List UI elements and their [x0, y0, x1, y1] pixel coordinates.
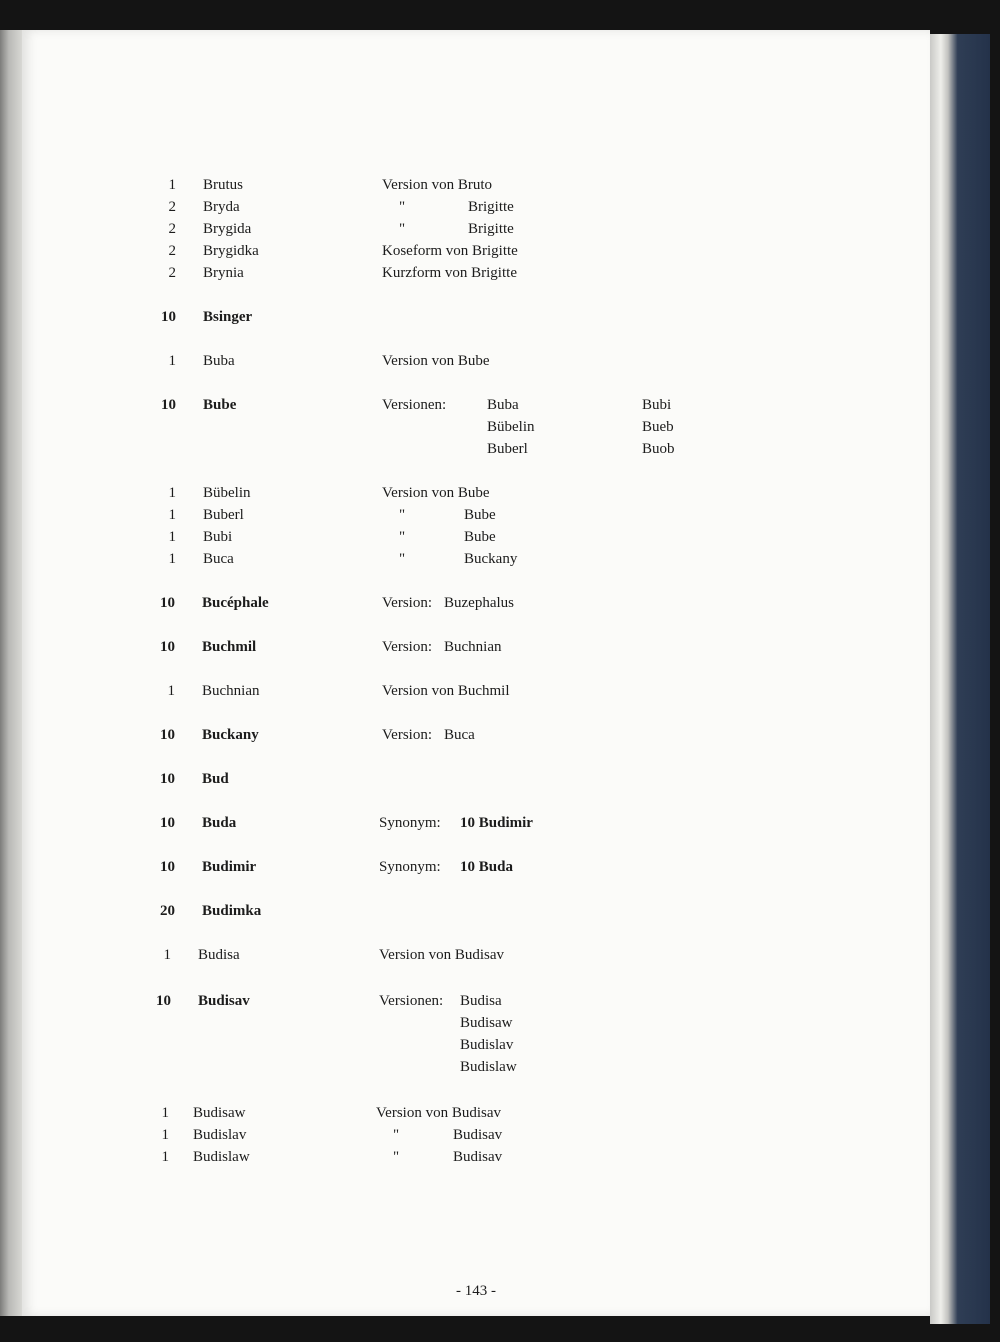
name-entry — [22, 483, 930, 505]
entry-name: Budislaw — [193, 1149, 250, 1165]
entry-note-value: Buckany — [464, 551, 518, 567]
name-entry — [22, 857, 930, 879]
entry-note-label: Version von Bube — [382, 485, 490, 501]
entry-count: 10 — [156, 993, 171, 1009]
entry-name: Brynia — [203, 265, 244, 281]
entry-count: 10 — [161, 397, 176, 413]
entry-note-value: 10 Budimir — [460, 815, 533, 831]
entry-name: Budisaw — [193, 1105, 246, 1121]
entry-count: 1 — [168, 529, 176, 545]
entry-note-label: Version von Bruto — [382, 177, 492, 193]
entry-count: 10 — [160, 727, 175, 743]
entry-note-value: Buberl — [487, 441, 528, 457]
entry-count: 2 — [168, 243, 176, 259]
entry-name: Buchmil — [202, 639, 257, 655]
entry-count: 10 — [160, 595, 175, 611]
name-entry — [22, 263, 930, 285]
entry-note-value: Buca — [444, 727, 475, 743]
entry-note-label: " — [399, 199, 406, 215]
entry-note-label: " — [399, 551, 406, 567]
entry-name: Budisa — [198, 947, 240, 963]
entry-count: 1 — [168, 485, 176, 501]
name-entry — [22, 637, 930, 659]
book-page — [22, 30, 930, 1316]
entry-count: 1 — [161, 1149, 169, 1165]
name-entry — [22, 439, 930, 461]
entry-name: Brygidka — [203, 243, 259, 259]
entry-count: 1 — [168, 353, 176, 369]
name-entry — [22, 351, 930, 373]
name-entry — [22, 197, 930, 219]
entry-count: 20 — [160, 903, 175, 919]
entry-count: 1 — [168, 177, 176, 193]
entry-count: 10 — [161, 309, 176, 325]
name-entry — [22, 1013, 930, 1035]
entry-note-value: Brigitte — [468, 221, 514, 237]
entry-note-label: " — [393, 1127, 400, 1143]
entry-note-label: " — [393, 1149, 400, 1165]
entry-count: 2 — [168, 199, 176, 215]
name-entry — [22, 769, 930, 791]
name-entry — [22, 175, 930, 197]
entry-name: Bryda — [203, 199, 240, 215]
entry-note-value: Bübelin — [487, 419, 535, 435]
entry-note-label: Versionen: — [379, 993, 444, 1009]
entry-note-label: Version: — [382, 727, 432, 743]
name-entry — [22, 527, 930, 549]
name-entry — [22, 1103, 930, 1125]
entry-note-value: Bube — [464, 529, 496, 545]
entry-note-label: Version von Budisav — [376, 1105, 501, 1121]
entry-count: 1 — [168, 551, 176, 567]
name-entry — [22, 395, 930, 417]
entry-name: Budimir — [202, 859, 257, 875]
entry-note-label: Version von Bube — [382, 353, 490, 369]
name-entry — [22, 681, 930, 703]
name-entry — [22, 1147, 930, 1169]
name-entry — [22, 945, 930, 967]
entry-name: Budislav — [193, 1127, 247, 1143]
entry-name: Buca — [203, 551, 234, 567]
name-entry — [22, 549, 930, 571]
entry-count: 10 — [160, 639, 175, 655]
entry-name: Budisav — [198, 993, 250, 1009]
entry-count: 1 — [167, 683, 175, 699]
entry-name: Brutus — [203, 177, 244, 193]
entry-name: Buda — [202, 815, 237, 831]
name-entry — [22, 593, 930, 615]
entry-name: Bübelin — [203, 485, 251, 501]
name-entry — [22, 505, 930, 527]
entry-note-value: Budisa — [460, 993, 502, 1009]
entry-note-label: Synonym: — [379, 815, 441, 831]
entry-note-value: Budisaw — [460, 1015, 513, 1031]
entry-count: 1 — [161, 1127, 169, 1143]
page-number: - 143 - — [456, 1283, 496, 1299]
entry-name: Buchnian — [202, 683, 260, 699]
entry-count: 10 — [160, 859, 175, 875]
name-entry — [22, 1057, 930, 1079]
entry-count: 10 — [160, 771, 175, 787]
name-entry — [22, 813, 930, 835]
book-cover-edge — [930, 34, 990, 1324]
entry-note-value: 10 Buda — [460, 859, 513, 875]
entry-count: 2 — [168, 265, 176, 281]
entry-name: Buberl — [203, 507, 244, 523]
entry-note-label: Version: — [382, 639, 432, 655]
entry-name: Bubi — [203, 529, 233, 545]
name-entry — [22, 991, 930, 1013]
name-entry — [22, 241, 930, 263]
entry-extra-version: Bubi — [642, 397, 672, 413]
entry-name: Bucéphale — [202, 595, 269, 611]
name-entry — [22, 417, 930, 439]
entry-name: Bud — [202, 771, 229, 787]
entry-extra-version: Buob — [642, 441, 675, 457]
page-edge — [0, 30, 22, 1316]
entry-note-value: Budisav — [453, 1127, 503, 1143]
entry-note-label: " — [399, 507, 406, 523]
entry-note-label: Koseform von Brigitte — [382, 243, 518, 259]
entry-note-label: Versionen: — [382, 397, 447, 413]
entry-note-label: Version von Buchmil — [382, 683, 510, 699]
entry-note-value: Buba — [487, 397, 519, 413]
name-entry — [22, 307, 930, 329]
entry-note-label: " — [399, 529, 406, 545]
entry-note-label: Synonym: — [379, 859, 441, 875]
entry-name: Buba — [203, 353, 235, 369]
entry-note-value: Bube — [464, 507, 496, 523]
entry-note-label: Version: — [382, 595, 432, 611]
entry-note-value: Budisav — [453, 1149, 503, 1165]
entry-name: Bube — [203, 397, 237, 413]
entry-count: 2 — [168, 221, 176, 237]
entry-name: Budimka — [202, 903, 262, 919]
entry-note-value: Buchnian — [444, 639, 502, 655]
entry-note-value: Budislav — [460, 1037, 514, 1053]
entry-extra-version: Bueb — [642, 419, 674, 435]
name-entry — [22, 901, 930, 923]
entry-count: 10 — [160, 815, 175, 831]
entry-count: 1 — [161, 1105, 169, 1121]
entry-note-value: Budislaw — [460, 1059, 517, 1075]
entry-name: Bsinger — [203, 309, 253, 325]
entry-name: Brygida — [203, 221, 252, 237]
entry-note-value: Brigitte — [468, 199, 514, 215]
entry-note-value: Buzephalus — [444, 595, 514, 611]
name-entry — [22, 1125, 930, 1147]
entry-name: Buckany — [202, 727, 259, 743]
name-entry — [22, 725, 930, 747]
name-entry — [22, 1035, 930, 1057]
entry-note-label: " — [399, 221, 406, 237]
entry-note-label: Kurzform von Brigitte — [382, 265, 517, 281]
name-entry-list — [22, 30, 930, 1316]
entry-count: 1 — [168, 507, 176, 523]
entry-note-label: Version von Budisav — [379, 947, 504, 963]
name-entry — [22, 219, 930, 241]
entry-count: 1 — [163, 947, 171, 963]
